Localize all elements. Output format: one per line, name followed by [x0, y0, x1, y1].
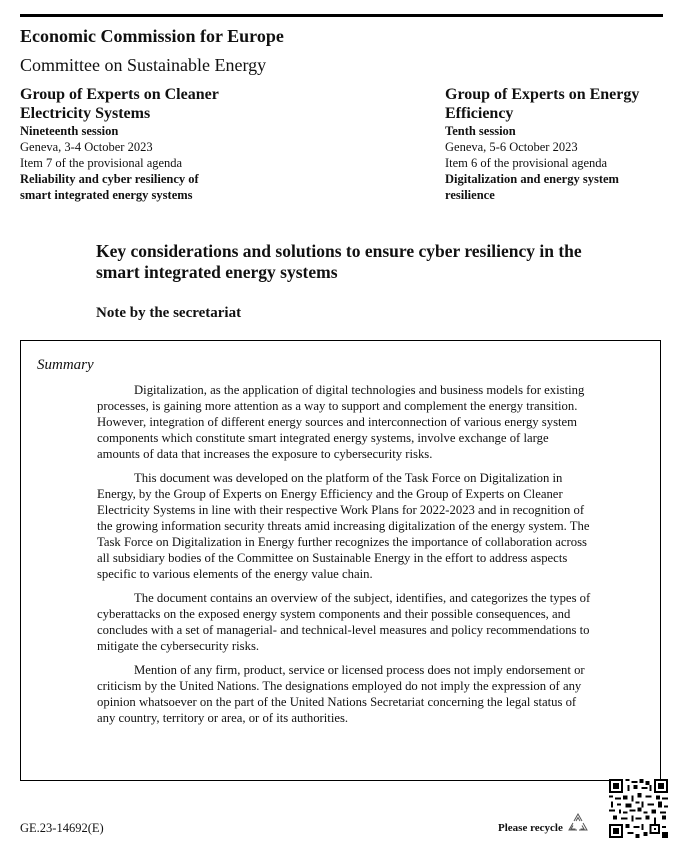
agenda-title: Reliability and cyber resiliency of smart integrated energy systems [20, 172, 199, 202]
summary-paragraph: The document contains an overview of the subject, identifies, and categorizes the types of cyberattacks on the exposed energy system components and their possible consequences, and concludes with a set of managerial- and technical-level measures and policy recommendations to mitigate the cybersecurity risks. [97, 591, 591, 653]
group-name: Group of Experts on Energy Efficiency [445, 86, 640, 122]
summary-paragraph: This document was developed on the platform of the Task Force on Digitalization in Energy, by the Group of Experts on Energy Efficiency and the Group of Experts on Cleaner Electricity Systems in line with their respective Work Plans for 2022-2023 and in recognition of the growing information security threats amid increasing digitalization of the energy system. The Task Force on Digitalization in Energy further recognizes the importance of collaboration across all subsidiary bodies of the Committee on Sustainable Energy in the effort to address aspects specific to various elements of the energy value chain. [97, 471, 590, 581]
summary-heading: Summary [37, 357, 94, 373]
summary-paragraph: Mention of any firm, product, service or licensed process does not imply endorsement or criticism by the United Nations. The designations employed do not imply the expression of any opinion whatsoever on the part of the United Nations Secretariat concerning the legal status of any country, territory or area, or of its authorities. [97, 663, 585, 725]
document-title: Key considerations and solutions to ensure cyber resiliency in the smart integrated energy systems [96, 241, 582, 282]
qr-code-icon [609, 779, 668, 838]
top-rule [20, 14, 663, 17]
recycle-icon [565, 812, 591, 836]
committee-name: Committee on Sustainable Energy [20, 55, 267, 75]
location-date: Geneva, 5-6 October 2023 [445, 140, 578, 154]
recycle-label: Please recycle [498, 822, 563, 834]
organization-name: Economic Commission for Europe [20, 26, 284, 46]
summary-paragraph: Digitalization, as the application of digital technologies and business models for existing processes, is gaining more attention as a way to support and complement the energy transition. However, integration of different energy sources and interconnection of various energy system components which constitute smart integrated energy systems, involve exchange of large amounts of data that increases the exposure to cybersecurity risks. [97, 383, 585, 461]
session-label: Tenth session [445, 124, 516, 138]
recycle-notice [498, 812, 591, 836]
document-subtitle: Note by the secretariat [96, 305, 242, 321]
group-block-energy-efficiency [445, 85, 675, 203]
agenda-item: Item 6 of the provisional agenda [445, 156, 608, 170]
group-name: Group of Experts on Cleaner Electricity Systems [20, 86, 219, 122]
location-date: Geneva, 3-4 October 2023 [20, 140, 153, 154]
summary-body [97, 382, 592, 734]
document-code: GE.23-14692(E) [20, 821, 104, 835]
agenda-item: Item 7 of the provisional agenda [20, 156, 183, 170]
session-label: Nineteenth session [20, 124, 119, 138]
group-block-cleaner-electricity [20, 85, 250, 203]
agenda-title: Digitalization and energy system resilience [445, 172, 619, 202]
